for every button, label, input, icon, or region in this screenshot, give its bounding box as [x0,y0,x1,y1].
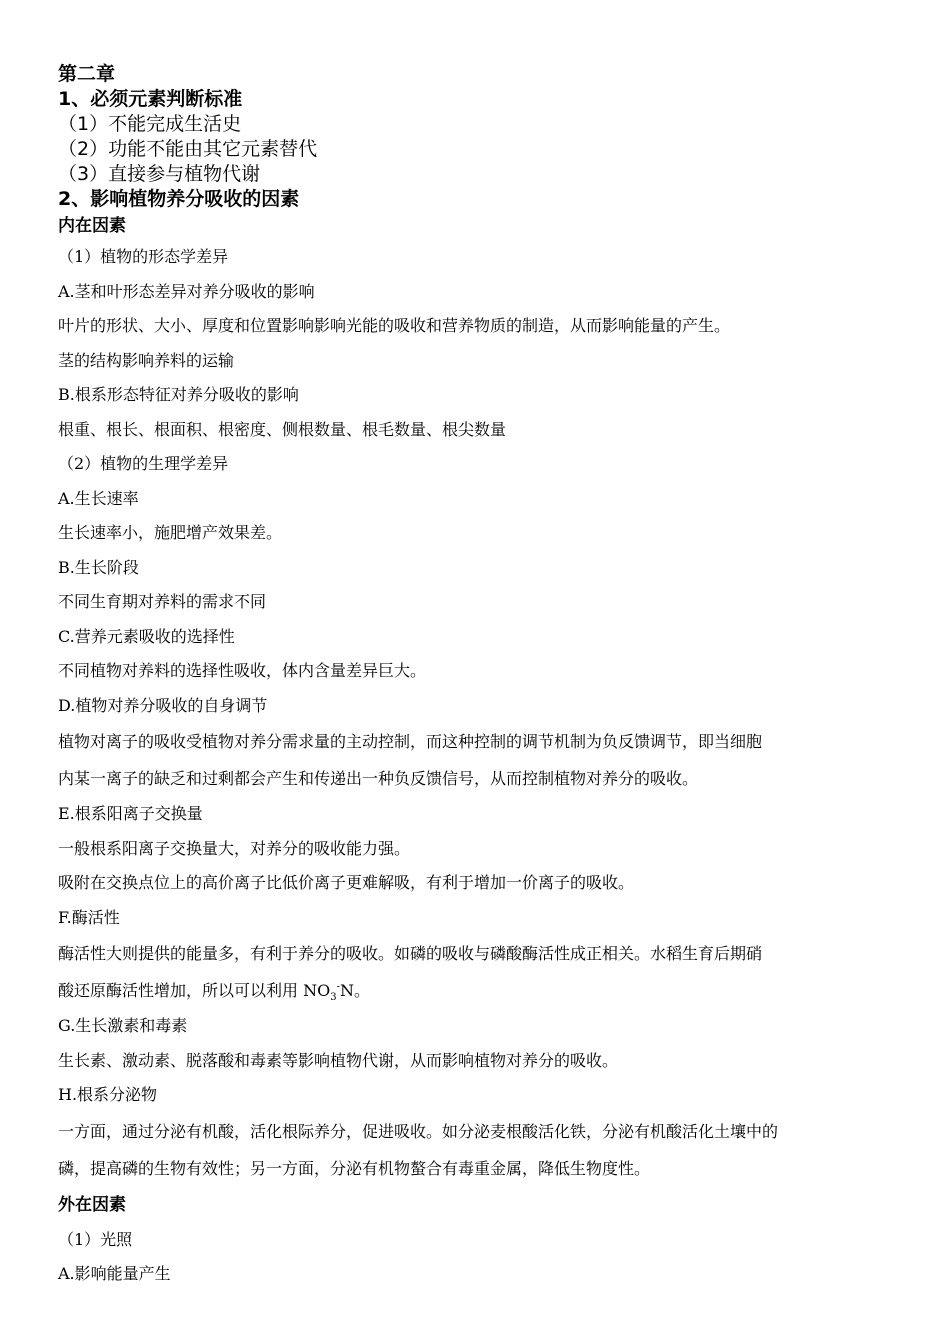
chapter-title: 第二章 [58,63,116,85]
text-line: H.根系分泌物 [58,1085,158,1104]
paragraph-line: 磷，提高磷的生物有效性；另一方面，分泌有机物螯合有毒重金属，降低生物度性。 [58,1158,651,1178]
text-line: A.生长速率 [58,488,139,508]
internal-factors-heading: 内在因素 [58,216,126,236]
paragraph-line: 一方面，通过分泌有机酸，活化根际养分，促进吸收。如分泌麦根酸活化铁，分泌有机酸活化土壤中的 [58,1121,779,1141]
paragraph-line [58,972,898,1009]
text-line: 叶片的形状、大小、厚度和位置影响影响光能的吸收和营养物质的制造，从而影响能量的产生。 [58,316,731,335]
paragraph-line: 酶活性大则提供的能量多，有利于养分的吸收。如磷的吸收与磷酸酶活性成正相关。水稻生育后期硝 [58,944,763,963]
text-line: （2）植物的生理学差异 [58,454,229,473]
text-fragment: 酸还原酶活性增加，所以可以利用 NO [58,981,331,1000]
text-line: B.生长阶段 [58,557,139,577]
text-fragment: N。 [339,981,370,1000]
text-line: 生长速率小，施肥增产效果差。 [58,523,283,542]
section1-item: （3）直接参与植物代谢 [58,163,261,185]
section1-item: （1）不能完成生活史 [58,113,242,135]
section1-item: （2）功能不能由其它元素替代 [58,138,318,160]
text-line: G.生长激素和毒素 [58,1016,188,1035]
section1-heading: 1、必须元素判断标准 [58,88,243,110]
text-line: D.植物对养分吸收的自身调节 [58,695,268,715]
paragraph-line: 植物对离子的吸收受植物对养分需求量的主动控制，而这种控制的调节机制为负反馈调节，即当细胞 [58,732,763,751]
text-line: （1）植物的形态学差异 [58,247,229,266]
subscript: 3 [330,992,337,1004]
text-line: 不同植物对养料的选择性吸收，体内含量差异巨大。 [58,661,427,680]
text-line: 根重、根长、根面积、根密度、侧根数量、根毛数量、根尖数量 [58,419,507,439]
text-line: 一般根系阳离子交换量大，对养分的吸收能力强。 [58,838,411,858]
text-line: A.茎和叶形态差异对养分吸收的影响 [58,281,315,301]
text-line: 吸附在交换点位上的高价离子比低价离子更难解吸，有利于增加一价离子的吸收。 [58,873,635,892]
text-line: （1）光照 [58,1229,133,1249]
text-line: E.根系阳离子交换量 [58,804,203,823]
text-line: A.影响能量产生 [58,1264,171,1283]
text-line: 茎的结构影响养料的运输 [58,350,235,370]
text-line: 不同生育期对养料的需求不同 [58,592,267,611]
external-factors-heading: 外在因素 [58,1194,126,1215]
paragraph-line: 内某一离子的缺乏和过剩都会产生和传递出一种负反馈信号，从而控制植物对养分的吸收。 [58,769,699,788]
text-line: C.营养元素吸收的选择性 [58,626,235,646]
text-line: B.根系形态特征对养分吸收的影响 [58,385,299,404]
text-line: 生长素、激动素、脱落酸和毒素等影响植物代谢，从而影响植物对养分的吸收。 [58,1050,619,1070]
text-line: F.酶活性 [58,907,120,927]
document-page [58,62,898,1292]
section2-heading: 2、影响植物养分吸收的因素 [58,188,300,210]
superscript: - [336,981,340,993]
